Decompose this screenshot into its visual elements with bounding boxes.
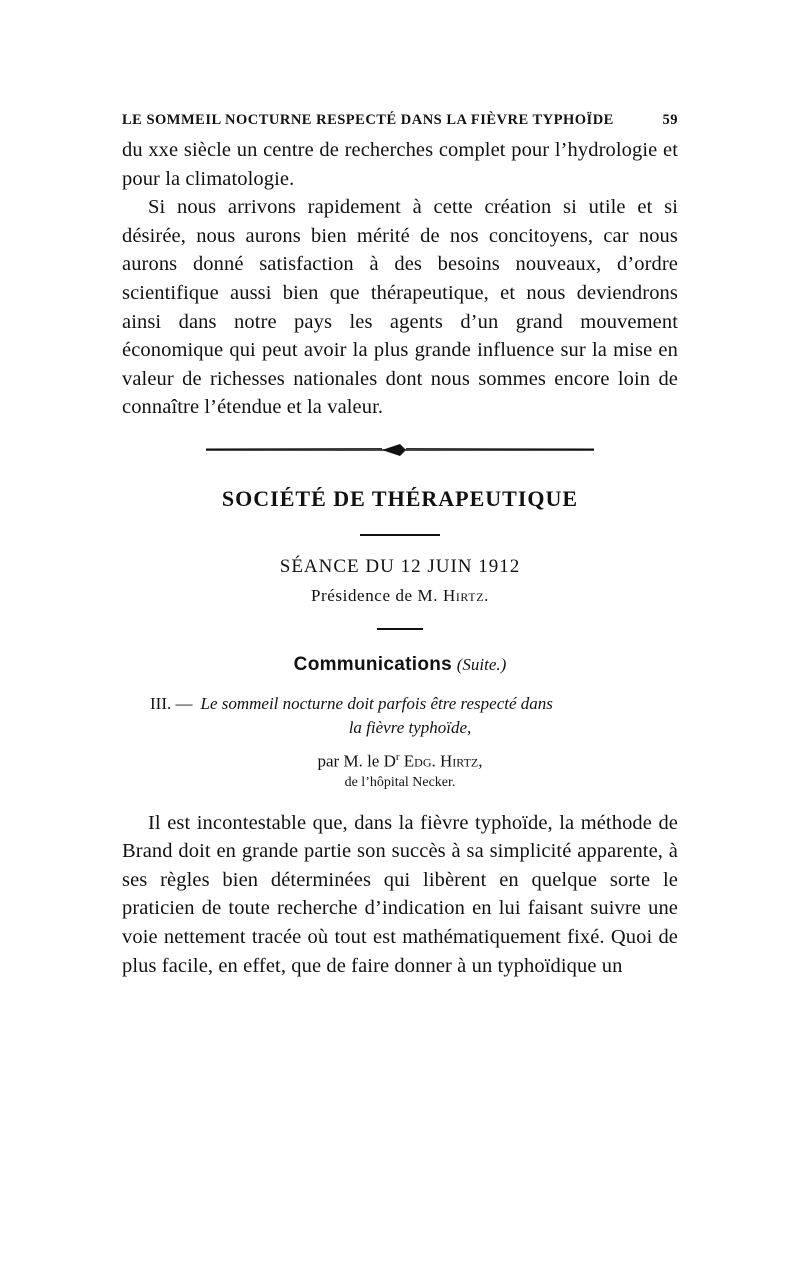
author-name: Edg. Hirtz, [399,751,483,771]
communications-suffix: (Suite.) [456,654,507,674]
talk-title-line1: Le sommeil nocturne doit parfois être respecté dans [200,693,553,713]
talk-title-line2: la fièvre typhoïde, [348,717,472,737]
intro-paragraph-1: du xxe siècle un centre de recherches complet pour l’hydrologie et pour la climatologie. [122,139,678,190]
author-affiliation: de l’hôpital Necker. [344,774,456,790]
body-paragraph: Il est incontestable que, dans la fièvre typhoïde, la méthode de Brand doit en grande partie son succès à sa simplicité apparente, à ses règles bien déterminées qui libèrent en quelque sorte le praticien de toute recherche d’indication en lui faisant suivre une voie nettement tracée où tout est mathématiquement fixé. Quoi de plus facile, en effet, que de faire donner à un typhoïdique un [122,811,678,977]
session-date: SÉANCE DU 12 JUIN 1912 [279,555,521,577]
page-number: 59 [662,112,678,128]
author-prefix: par M. le D [317,751,396,771]
talk-title [122,692,678,740]
ornament-rule-icon [206,440,594,460]
running-head-title: LE SOMMEIL NOCTURNE RESPECTÉ DANS LA FIÈVRE TYPHOÏDE [122,112,614,128]
communications-heading [122,654,678,676]
president-name: Hirtz. [442,585,490,605]
author-superscript: r [395,750,400,763]
ornamental-divider [206,440,594,460]
short-rule [360,534,440,536]
author-line [122,746,678,773]
communications-label: Communications [293,653,452,675]
short-rule-2 [377,628,423,630]
society-title: SOCIÉTÉ DE THÉRAPEUTIQUE [221,485,579,511]
presidence-prefix: Présidence de M. [310,585,443,605]
page [122,112,678,980]
intro-paragraph-2: Si nous arrivons rapidement à cette création si utile et si désirée, nous aurons bien mérité de nos concitoyens, car nous aurons donné satisfaction à des besoins nouveaux, d’ordre scientifique aussi bien que thérapeutique, et nous deviendrons ainsi dans notre pays les agents d’un grand mouvement économique qui peut avoir la plus grande influence sur la mise en valeur de richesses nationales dont nous sommes encore loin de connaître l’étendue et la valeur. [122,196,678,419]
presidence-line [122,586,678,606]
running-head [122,112,678,136]
talk-number: III. — [150,693,193,713]
